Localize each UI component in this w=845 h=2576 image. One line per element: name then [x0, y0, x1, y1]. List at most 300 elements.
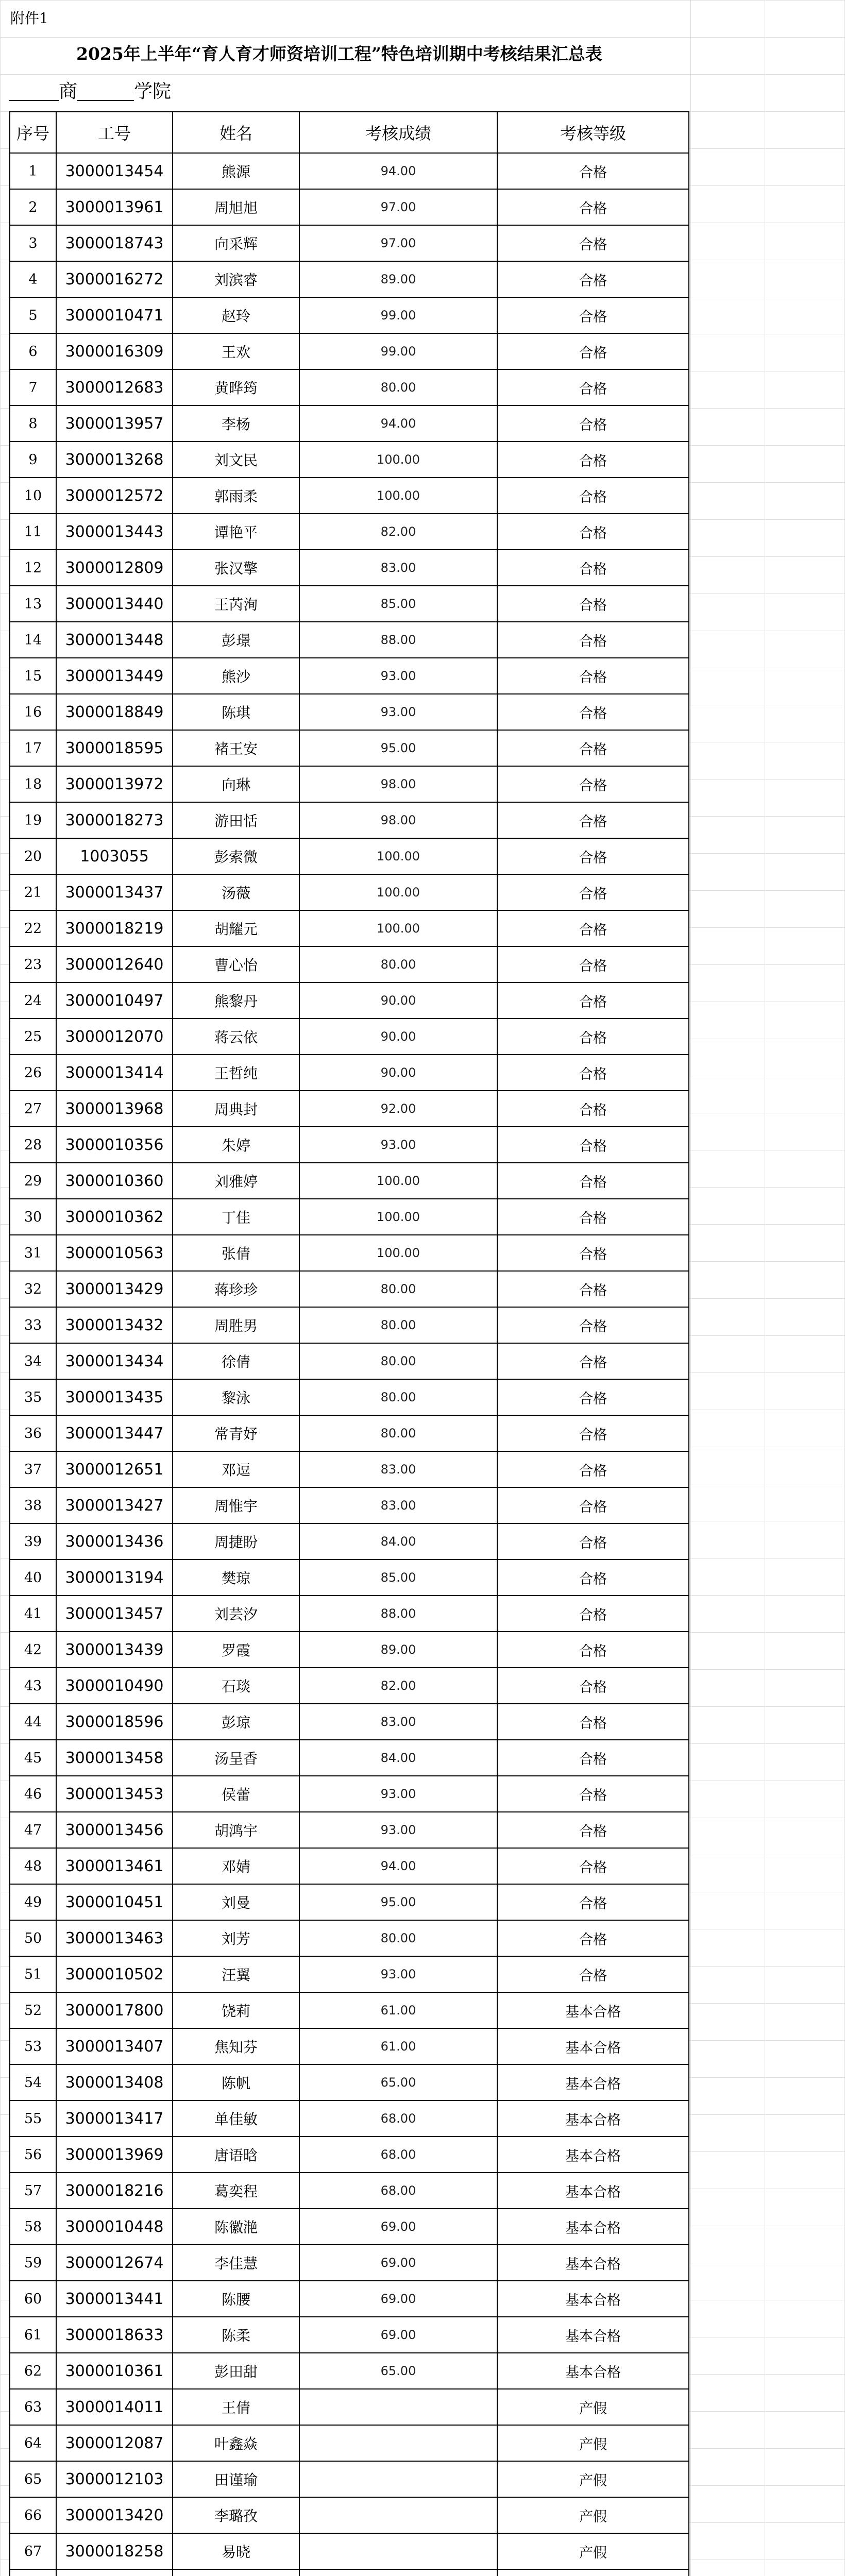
row-score[interactable]: 95.00 — [299, 730, 497, 766]
row-grade[interactable]: 合格 — [497, 1704, 689, 1740]
row-name[interactable]: 邓逗 — [173, 1451, 299, 1487]
row-grade[interactable]: 合格 — [497, 514, 689, 550]
row-staff-id[interactable]: 3000013414 — [56, 1055, 173, 1091]
row-name[interactable]: 刘文民 — [173, 442, 299, 478]
row-name[interactable]: 徐倩 — [173, 1343, 299, 1379]
row-grade[interactable]: 产假 — [497, 2389, 689, 2425]
row-index[interactable]: 16 — [10, 694, 56, 730]
row-score[interactable]: 61.00 — [299, 1992, 497, 2028]
row-index[interactable]: 6 — [10, 333, 56, 369]
row-staff-id[interactable]: 3000013439 — [56, 1632, 173, 1668]
row-staff-id[interactable]: 3000013961 — [56, 189, 173, 225]
row-score[interactable]: 69.00 — [299, 2317, 497, 2353]
row-score[interactable]: 93.00 — [299, 1956, 497, 1992]
row-name[interactable]: 张汉擎 — [173, 550, 299, 586]
row-score[interactable] — [299, 2389, 497, 2425]
row-score[interactable]: 100.00 — [299, 1199, 497, 1235]
row-grade[interactable]: 合格 — [497, 838, 689, 874]
row-staff-id[interactable]: 3000016272 — [56, 261, 173, 297]
row-grade[interactable]: 合格 — [497, 1487, 689, 1523]
row-grade[interactable]: 合格 — [497, 1920, 689, 1956]
row-staff-id[interactable]: 3000013972 — [56, 766, 173, 802]
row-staff-id[interactable]: 3000013461 — [56, 1848, 173, 1884]
row-grade[interactable]: 合格 — [497, 1199, 689, 1235]
row-name[interactable]: 易晓 — [173, 2533, 299, 2569]
row-staff-id[interactable]: 3000013441 — [56, 2281, 173, 2317]
row-score[interactable]: 99.00 — [299, 297, 497, 333]
row-score[interactable]: 93.00 — [299, 658, 497, 694]
row-grade[interactable]: 合格 — [497, 1848, 689, 1884]
row-name[interactable]: 赵玲 — [173, 297, 299, 333]
row-score[interactable]: 80.00 — [299, 1343, 497, 1379]
row-index[interactable]: 65 — [10, 2461, 56, 2497]
row-name[interactable]: 陈徽滟 — [173, 2209, 299, 2245]
row-staff-id[interactable]: 3000012103 — [56, 2461, 173, 2497]
row-grade[interactable]: 合格 — [497, 694, 689, 730]
row-name[interactable]: 侯蕾 — [173, 1776, 299, 1812]
row-name[interactable]: 汪翼 — [173, 1956, 299, 1992]
row-name[interactable]: 彭琼 — [173, 1704, 299, 1740]
row-name[interactable]: 单佳敏 — [173, 2100, 299, 2137]
row-grade[interactable]: 合格 — [497, 1776, 689, 1812]
row-index[interactable]: 8 — [10, 405, 56, 442]
row-index[interactable]: 48 — [10, 1848, 56, 1884]
row-grade[interactable]: 合格 — [497, 586, 689, 622]
row-staff-id[interactable]: 3000013449 — [56, 658, 173, 694]
row-name[interactable]: 陈琪 — [173, 694, 299, 730]
row-staff-id[interactable]: 3000012809 — [56, 550, 173, 586]
row-index[interactable]: 19 — [10, 802, 56, 838]
row-name[interactable]: 常青妤 — [173, 1415, 299, 1451]
row-index[interactable]: 33 — [10, 1307, 56, 1343]
row-index[interactable]: 62 — [10, 2353, 56, 2389]
row-grade[interactable]: 基本合格 — [497, 2173, 689, 2209]
row-score[interactable]: 97.00 — [299, 189, 497, 225]
row-index[interactable]: 14 — [10, 622, 56, 658]
row-staff-id[interactable]: 3000013457 — [56, 1596, 173, 1632]
row-staff-id[interactable]: 3000012572 — [56, 478, 173, 514]
row-name[interactable] — [173, 2569, 299, 2576]
row-grade[interactable]: 合格 — [497, 1163, 689, 1199]
row-index[interactable]: 11 — [10, 514, 56, 550]
row-staff-id[interactable]: 3000013417 — [56, 2100, 173, 2137]
row-grade[interactable]: 合格 — [497, 1235, 689, 1271]
row-score[interactable]: 85.00 — [299, 586, 497, 622]
row-score[interactable]: 94.00 — [299, 153, 497, 189]
row-score[interactable] — [299, 2569, 497, 2576]
row-score[interactable] — [299, 2497, 497, 2533]
row-score[interactable]: 94.00 — [299, 405, 497, 442]
row-name[interactable]: 谭艳平 — [173, 514, 299, 550]
row-score[interactable]: 69.00 — [299, 2245, 497, 2281]
row-name[interactable]: 游田恬 — [173, 802, 299, 838]
row-index[interactable]: 47 — [10, 1812, 56, 1848]
row-staff-id[interactable]: 3000013432 — [56, 1307, 173, 1343]
row-staff-id[interactable]: 3000013458 — [56, 1740, 173, 1776]
row-score[interactable]: 90.00 — [299, 1055, 497, 1091]
row-score[interactable] — [299, 2461, 497, 2497]
college-blank-left[interactable] — [9, 83, 59, 101]
row-index[interactable]: 10 — [10, 478, 56, 514]
row-staff-id[interactable]: 3000018216 — [56, 2173, 173, 2209]
row-grade[interactable]: 合格 — [497, 946, 689, 982]
row-index[interactable]: 29 — [10, 1163, 56, 1199]
row-name[interactable]: 陈腰 — [173, 2281, 299, 2317]
row-name[interactable]: 郭雨柔 — [173, 478, 299, 514]
row-score[interactable]: 80.00 — [299, 946, 497, 982]
row-score[interactable]: 68.00 — [299, 2137, 497, 2173]
row-index[interactable]: 31 — [10, 1235, 56, 1271]
row-staff-id[interactable]: 3000013437 — [56, 874, 173, 910]
row-grade[interactable]: 产假 — [497, 2533, 689, 2569]
row-grade[interactable]: 产假 — [497, 2497, 689, 2533]
row-index[interactable]: 40 — [10, 1560, 56, 1596]
row-index[interactable]: 66 — [10, 2497, 56, 2533]
row-staff-id[interactable]: 3000018596 — [56, 1704, 173, 1740]
row-score[interactable]: 90.00 — [299, 982, 497, 1019]
row-staff-id[interactable]: 3000010362 — [56, 1199, 173, 1235]
row-name[interactable]: 焦知芬 — [173, 2028, 299, 2064]
row-grade[interactable]: 合格 — [497, 1740, 689, 1776]
row-score[interactable]: 97.00 — [299, 225, 497, 261]
row-score[interactable]: 100.00 — [299, 910, 497, 946]
row-name[interactable]: 熊源 — [173, 153, 299, 189]
row-index[interactable]: 51 — [10, 1956, 56, 1992]
row-name[interactable]: 葛奕程 — [173, 2173, 299, 2209]
row-name[interactable]: 彭田甜 — [173, 2353, 299, 2389]
row-staff-id[interactable]: 3000016309 — [56, 333, 173, 369]
row-name[interactable]: 胡耀元 — [173, 910, 299, 946]
row-score[interactable]: 95.00 — [299, 1884, 497, 1920]
row-staff-id[interactable]: 3000018849 — [56, 694, 173, 730]
row-staff-id[interactable]: 3000013968 — [56, 1091, 173, 1127]
row-name[interactable]: 胡鸿宇 — [173, 1812, 299, 1848]
row-grade[interactable]: 产假 — [497, 2461, 689, 2497]
row-grade[interactable]: 合格 — [497, 333, 689, 369]
row-name[interactable]: 黄晔筠 — [173, 369, 299, 405]
row-staff-id[interactable]: 3000010497 — [56, 982, 173, 1019]
row-score[interactable]: 65.00 — [299, 2353, 497, 2389]
row-grade[interactable]: 合格 — [497, 442, 689, 478]
row-staff-id[interactable]: 3000010360 — [56, 1163, 173, 1199]
row-index[interactable]: 7 — [10, 369, 56, 405]
row-index[interactable]: 42 — [10, 1632, 56, 1668]
row-index[interactable]: 30 — [10, 1199, 56, 1235]
row-staff-id[interactable]: 3000013434 — [56, 1343, 173, 1379]
row-grade[interactable]: 基本合格 — [497, 2245, 689, 2281]
row-grade[interactable]: 基本合格 — [497, 2100, 689, 2137]
row-score[interactable]: 89.00 — [299, 261, 497, 297]
row-staff-id[interactable]: 3000012651 — [56, 1451, 173, 1487]
row-score[interactable] — [299, 2533, 497, 2569]
row-staff-id[interactable]: 3000013969 — [56, 2137, 173, 2173]
row-index[interactable]: 41 — [10, 1596, 56, 1632]
row-grade[interactable]: 合格 — [497, 1451, 689, 1487]
row-score[interactable] — [299, 2425, 497, 2461]
row-score[interactable]: 80.00 — [299, 1271, 497, 1307]
row-staff-id[interactable]: 3000012640 — [56, 946, 173, 982]
row-grade[interactable]: 合格 — [497, 1632, 689, 1668]
row-score[interactable]: 82.00 — [299, 1668, 497, 1704]
row-name[interactable]: 罗霞 — [173, 1632, 299, 1668]
row-grade[interactable]: 合格 — [497, 1884, 689, 1920]
row-score[interactable]: 69.00 — [299, 2209, 497, 2245]
row-grade[interactable]: 合格 — [497, 261, 689, 297]
row-staff-id[interactable]: 3000018743 — [56, 225, 173, 261]
row-grade[interactable]: 合格 — [497, 225, 689, 261]
row-grade[interactable] — [497, 2569, 689, 2576]
row-staff-id[interactable]: 3000010490 — [56, 1668, 173, 1704]
row-name[interactable]: 周旭旭 — [173, 189, 299, 225]
row-name[interactable]: 唐语晗 — [173, 2137, 299, 2173]
row-index[interactable]: 57 — [10, 2173, 56, 2209]
row-score[interactable]: 61.00 — [299, 2028, 497, 2064]
row-grade[interactable]: 合格 — [497, 1307, 689, 1343]
row-index[interactable]: 15 — [10, 658, 56, 694]
row-staff-id[interactable]: 3000010563 — [56, 1235, 173, 1271]
row-grade[interactable]: 合格 — [497, 478, 689, 514]
row-grade[interactable]: 合格 — [497, 1019, 689, 1055]
row-index[interactable]: 63 — [10, 2389, 56, 2425]
row-grade[interactable]: 合格 — [497, 1668, 689, 1704]
row-score[interactable]: 98.00 — [299, 802, 497, 838]
row-name[interactable]: 朱婷 — [173, 1127, 299, 1163]
row-name[interactable]: 周捷盼 — [173, 1523, 299, 1560]
row-index[interactable]: 9 — [10, 442, 56, 478]
row-grade[interactable]: 基本合格 — [497, 2028, 689, 2064]
college-blank-right[interactable] — [77, 83, 134, 101]
row-index[interactable]: 4 — [10, 261, 56, 297]
row-index[interactable]: 20 — [10, 838, 56, 874]
row-score[interactable]: 82.00 — [299, 514, 497, 550]
row-staff-id[interactable]: 3000018219 — [56, 910, 173, 946]
row-grade[interactable]: 合格 — [497, 1523, 689, 1560]
row-index[interactable]: 39 — [10, 1523, 56, 1560]
row-name[interactable]: 向琳 — [173, 766, 299, 802]
row-index[interactable]: 43 — [10, 1668, 56, 1704]
row-name[interactable]: 熊沙 — [173, 658, 299, 694]
row-score[interactable]: 100.00 — [299, 838, 497, 874]
row-name[interactable]: 彭璟 — [173, 622, 299, 658]
row-index[interactable]: 58 — [10, 2209, 56, 2245]
row-name[interactable]: 石琰 — [173, 1668, 299, 1704]
row-name[interactable]: 王倩 — [173, 2389, 299, 2425]
row-name[interactable]: 刘芸汐 — [173, 1596, 299, 1632]
row-staff-id[interactable]: 3000013435 — [56, 1379, 173, 1415]
row-index[interactable]: 5 — [10, 297, 56, 333]
row-name[interactable]: 蒋云依 — [173, 1019, 299, 1055]
row-score[interactable]: 100.00 — [299, 1163, 497, 1199]
row-score[interactable]: 99.00 — [299, 333, 497, 369]
row-grade[interactable]: 基本合格 — [497, 2317, 689, 2353]
row-index[interactable]: 26 — [10, 1055, 56, 1091]
row-grade[interactable]: 基本合格 — [497, 2137, 689, 2173]
row-grade[interactable]: 合格 — [497, 910, 689, 946]
row-score[interactable]: 100.00 — [299, 478, 497, 514]
row-name[interactable]: 蒋珍珍 — [173, 1271, 299, 1307]
row-index[interactable]: 52 — [10, 1992, 56, 2028]
row-staff-id[interactable]: 3000018258 — [56, 2533, 173, 2569]
row-index[interactable]: 18 — [10, 766, 56, 802]
row-staff-id[interactable]: 3000013427 — [56, 1487, 173, 1523]
row-grade[interactable]: 合格 — [497, 658, 689, 694]
row-index[interactable]: 35 — [10, 1379, 56, 1415]
row-index[interactable]: 3 — [10, 225, 56, 261]
row-staff-id[interactable]: 3000012683 — [56, 369, 173, 405]
row-staff-id[interactable]: 3000013454 — [56, 153, 173, 189]
row-score[interactable]: 89.00 — [299, 1632, 497, 1668]
row-grade[interactable]: 合格 — [497, 297, 689, 333]
row-score[interactable]: 83.00 — [299, 1487, 497, 1523]
row-name[interactable]: 樊琼 — [173, 1560, 299, 1596]
row-score[interactable]: 80.00 — [299, 1920, 497, 1956]
row-index[interactable]: 28 — [10, 1127, 56, 1163]
row-grade[interactable]: 合格 — [497, 1415, 689, 1451]
row-index[interactable]: 25 — [10, 1019, 56, 1055]
row-score[interactable]: 69.00 — [299, 2281, 497, 2317]
row-index[interactable]: 37 — [10, 1451, 56, 1487]
row-index[interactable]: 24 — [10, 982, 56, 1019]
row-grade[interactable]: 合格 — [497, 1596, 689, 1632]
row-index[interactable]: 23 — [10, 946, 56, 982]
row-index[interactable]: 2 — [10, 189, 56, 225]
row-staff-id[interactable]: 3000012087 — [56, 2425, 173, 2461]
row-grade[interactable]: 合格 — [497, 1812, 689, 1848]
row-score[interactable]: 83.00 — [299, 1704, 497, 1740]
row-grade[interactable]: 合格 — [497, 1127, 689, 1163]
row-staff-id[interactable]: 3000013407 — [56, 2028, 173, 2064]
row-name[interactable]: 刘芳 — [173, 1920, 299, 1956]
row-staff-id[interactable]: 3000013436 — [56, 1523, 173, 1560]
row-staff-id[interactable]: 3000010448 — [56, 2209, 173, 2245]
row-staff-id[interactable]: 3000013447 — [56, 1415, 173, 1451]
row-index[interactable]: 44 — [10, 1704, 56, 1740]
row-score[interactable]: 98.00 — [299, 766, 497, 802]
row-index[interactable]: 49 — [10, 1884, 56, 1920]
row-score[interactable]: 80.00 — [299, 1379, 497, 1415]
row-score[interactable]: 93.00 — [299, 694, 497, 730]
row-score[interactable]: 84.00 — [299, 1740, 497, 1776]
row-score[interactable]: 100.00 — [299, 874, 497, 910]
row-score[interactable]: 88.00 — [299, 1596, 497, 1632]
row-name[interactable]: 刘曼 — [173, 1884, 299, 1920]
row-index[interactable]: 50 — [10, 1920, 56, 1956]
row-index[interactable]: 17 — [10, 730, 56, 766]
row-index[interactable]: 27 — [10, 1091, 56, 1127]
row-index[interactable]: 55 — [10, 2100, 56, 2137]
row-grade[interactable]: 合格 — [497, 153, 689, 189]
row-index[interactable]: 36 — [10, 1415, 56, 1451]
row-name[interactable]: 饶莉 — [173, 1992, 299, 2028]
row-staff-id[interactable]: 3000010356 — [56, 1127, 173, 1163]
row-staff-id[interactable]: 3000013408 — [56, 2064, 173, 2100]
row-grade[interactable]: 合格 — [497, 405, 689, 442]
row-name[interactable]: 陈柔 — [173, 2317, 299, 2353]
row-name[interactable]: 陈帆 — [173, 2064, 299, 2100]
row-score[interactable]: 85.00 — [299, 1560, 497, 1596]
row-name[interactable]: 刘滨睿 — [173, 261, 299, 297]
row-score[interactable]: 93.00 — [299, 1812, 497, 1848]
row-staff-id[interactable]: 3000010502 — [56, 1956, 173, 1992]
row-grade[interactable]: 基本合格 — [497, 1992, 689, 2028]
row-staff-id[interactable]: 3000010451 — [56, 1884, 173, 1920]
row-score[interactable]: 92.00 — [299, 1091, 497, 1127]
row-staff-id[interactable]: 3000018273 — [56, 802, 173, 838]
row-index[interactable]: 32 — [10, 1271, 56, 1307]
row-grade[interactable]: 合格 — [497, 1343, 689, 1379]
row-grade[interactable]: 基本合格 — [497, 2281, 689, 2317]
row-staff-id[interactable]: 3000013420 — [56, 2497, 173, 2533]
row-name[interactable]: 褚王安 — [173, 730, 299, 766]
row-grade[interactable]: 合格 — [497, 1560, 689, 1596]
row-grade[interactable]: 基本合格 — [497, 2353, 689, 2389]
row-staff-id[interactable]: 3000013453 — [56, 1776, 173, 1812]
row-staff-id[interactable]: 3000012674 — [56, 2245, 173, 2281]
row-staff-id[interactable]: 3000012070 — [56, 1019, 173, 1055]
row-staff-id[interactable]: 3000018595 — [56, 730, 173, 766]
row-name[interactable]: 李佳慧 — [173, 2245, 299, 2281]
row-name[interactable]: 周典封 — [173, 1091, 299, 1127]
row-name[interactable]: 周惟宇 — [173, 1487, 299, 1523]
row-name[interactable]: 叶鑫焱 — [173, 2425, 299, 2461]
row-name[interactable]: 李杨 — [173, 405, 299, 442]
row-index[interactable]: 59 — [10, 2245, 56, 2281]
row-grade[interactable]: 合格 — [497, 1956, 689, 1992]
row-grade[interactable]: 合格 — [497, 369, 689, 405]
row-score[interactable]: 65.00 — [299, 2064, 497, 2100]
row-grade[interactable]: 合格 — [497, 550, 689, 586]
row-grade[interactable]: 合格 — [497, 982, 689, 1019]
row-name[interactable]: 王芮洵 — [173, 586, 299, 622]
row-index[interactable]: 53 — [10, 2028, 56, 2064]
row-index[interactable]: 61 — [10, 2317, 56, 2353]
row-score[interactable]: 88.00 — [299, 622, 497, 658]
row-grade[interactable]: 合格 — [497, 1379, 689, 1415]
row-index[interactable]: 56 — [10, 2137, 56, 2173]
row-index[interactable]: 38 — [10, 1487, 56, 1523]
row-grade[interactable]: 合格 — [497, 189, 689, 225]
row-staff-id[interactable]: 3000013448 — [56, 622, 173, 658]
row-score[interactable]: 100.00 — [299, 1235, 497, 1271]
row-staff-id[interactable]: 3000017800 — [56, 1992, 173, 2028]
row-staff-id[interactable]: 3000013463 — [56, 1920, 173, 1956]
row-name[interactable]: 丁佳 — [173, 1199, 299, 1235]
row-score[interactable]: 80.00 — [299, 1307, 497, 1343]
row-grade[interactable]: 合格 — [497, 622, 689, 658]
row-grade[interactable]: 基本合格 — [497, 2064, 689, 2100]
row-staff-id[interactable]: 3000013443 — [56, 514, 173, 550]
row-staff-id[interactable]: 3000014011 — [56, 2389, 173, 2425]
row-name[interactable]: 周胜男 — [173, 1307, 299, 1343]
row-grade[interactable]: 合格 — [497, 1271, 689, 1307]
row-score[interactable]: 90.00 — [299, 1019, 497, 1055]
row-staff-id[interactable]: 3000013440 — [56, 586, 173, 622]
row-name[interactable]: 张倩 — [173, 1235, 299, 1271]
row-index[interactable]: 22 — [10, 910, 56, 946]
row-name[interactable]: 熊黎丹 — [173, 982, 299, 1019]
row-staff-id[interactable]: 3000010361 — [56, 2353, 173, 2389]
row-grade[interactable]: 合格 — [497, 1055, 689, 1091]
row-name[interactable]: 刘雅婷 — [173, 1163, 299, 1199]
row-grade[interactable]: 合格 — [497, 874, 689, 910]
row-staff-id[interactable]: 3000013268 — [56, 442, 173, 478]
row-name[interactable]: 李璐孜 — [173, 2497, 299, 2533]
row-index[interactable]: 45 — [10, 1740, 56, 1776]
row-index[interactable]: 1 — [10, 153, 56, 189]
row-score[interactable]: 94.00 — [299, 1848, 497, 1884]
row-name[interactable]: 彭索微 — [173, 838, 299, 874]
row-name[interactable]: 王欢 — [173, 333, 299, 369]
